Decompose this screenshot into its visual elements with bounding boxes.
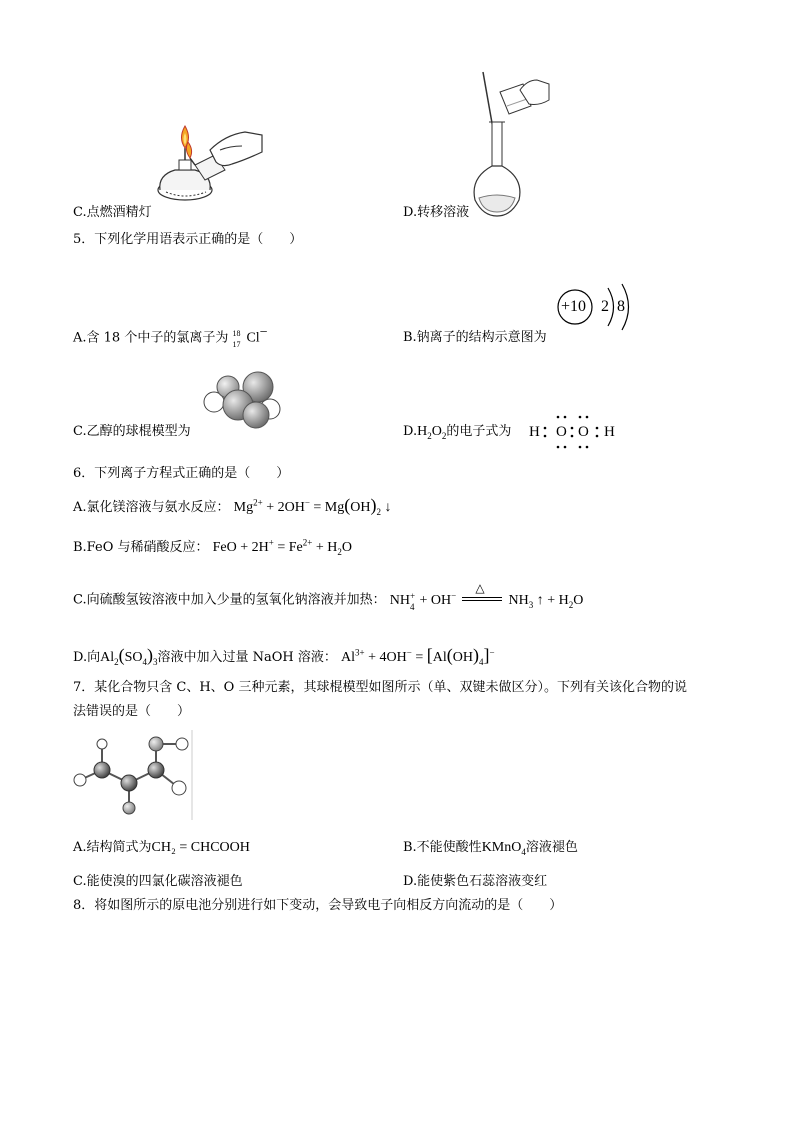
q6-option-c-text: C.向硫酸氢铵溶液中加入少量的氢氧化钠溶液并加热： [73,592,386,608]
volumetric-flask-figure [465,70,550,220]
q6-option-b-text: B.FeO 与稀硝酸反应： [73,540,209,555]
q6-option-b: B.FeO 与稀硝酸反应： FeO + $2H^+ = Fe^{2+} + H_2O$ [73,537,352,557]
q6-option-d: D.向$Al_2(SO_4)_3$溶液中加入过量 NaOH 溶液： $Al^{3+} + 4OH^- = [Al(OH)_4]^-$ [73,645,495,667]
q7-option-c: C.能使溴的四氯化碳溶液褪色 [73,874,243,889]
dot-h-right: H [604,424,615,440]
sodium-ion-diagram [553,282,643,332]
q5-stem: 5．下列化学用语表示正确的是（ ） [73,232,303,247]
shell-2-electrons: 8 [617,298,625,315]
q7-option-a-formula: CH₂ = CHCOOH [151,840,250,855]
shell-1-electrons: 2 [601,298,609,315]
q5-option-d: $D.H_2O_2$的电子式为 [403,424,512,441]
q7-stem-line2: 法错误的是（ ） [73,704,191,719]
q5-option-d-text: 的电子式为 [446,424,512,439]
q5-option-a [73,325,268,349]
q7-stem-line1: 7．某化合物只含 C、H、O 三种元素，其球棍模型如图所示（单、双键未做区分）。下列有关该化合物的说 [73,680,687,695]
dot-h-left: H [529,424,540,440]
q4-option-c: C.点燃酒精灯 [73,205,152,220]
q5-option-c: C.乙醇的球棍模型为 [73,424,191,439]
q5-option-d-label: D. [403,424,418,439]
q6-option-a-text: A.氯化镁溶液与氨水反应： [73,500,230,515]
q7-option-b-post: 溶液褪色 [525,840,578,855]
q6-stem: 6．下列离子方程式正确的是（ ） [73,466,290,481]
q5-option-a-text: A.含 18 个中子的氯离子为 [73,330,229,346]
dot-o-right: O [578,424,589,440]
q6-option-c: C.向硫酸氢铵溶液中加入少量的氢氧化钠溶液并加热： NH + 4 + OH− △ $NH_3$ ↑ + $H_2O$ [73,581,584,613]
h2o2-electron-dot [527,414,615,450]
q6-option-d-pre: D.向 [73,650,101,665]
heat-condition: △ [475,581,485,595]
q7-option-d: D.能使紫色石蕊溶液变红 [403,874,548,889]
q8-stem: 8．将如图所示的原电池分别进行如下变动，会导致电子向相反方向流动的是（ ） [73,898,563,913]
q5-option-b: B.钠离子的结构示意图为 [403,330,547,345]
q7-option-b: B.不能使酸性KMnO$_4$溶液褪色 [403,840,578,857]
ethanol-ball-stick-model [200,365,285,435]
atomic-number: 17 [232,340,241,349]
q6-option-a: A.氯化镁溶液与氨水反应： $Mg^{2+} + 2OH^- = Mg(OH)_2$ ↓ [73,495,392,517]
nucleus-charge: +10 [561,298,587,315]
dot-o-left: O [556,424,567,440]
alcohol-lamp-figure [150,120,265,215]
q7-option-a [73,840,250,856]
acrylic-acid-ball-stick-model [72,730,197,820]
q7-option-a-text: A.结构简式为 [73,840,152,855]
ion-charge: − [259,325,268,341]
q6-option-d-mid: 溶液中加入过量 NaOH 溶液： [157,650,337,665]
mass-number: 18 [232,329,241,338]
chlorine-symbol: Cl [246,330,260,346]
q7-option-b-pre: B.不能使酸性 [403,840,482,855]
q4-option-d: D.转移溶液 [403,205,470,220]
